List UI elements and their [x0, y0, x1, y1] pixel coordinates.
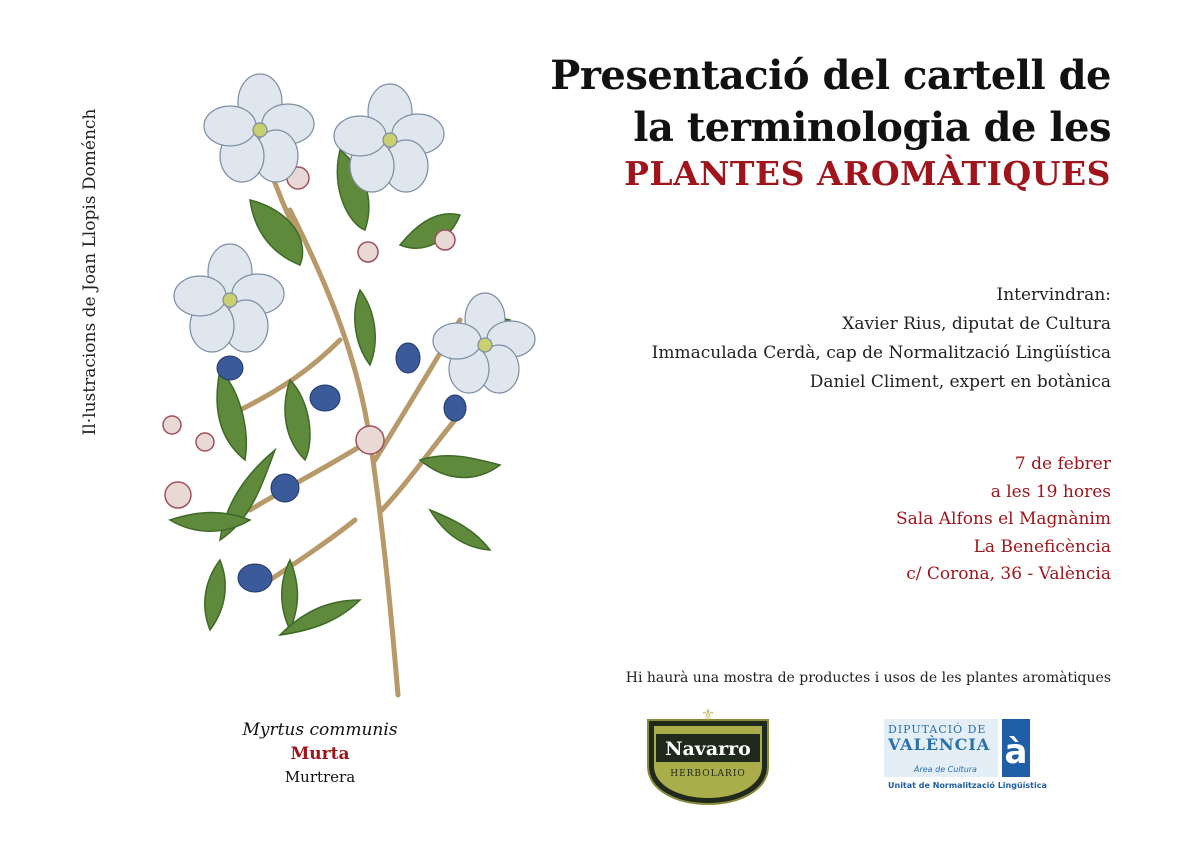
products-note: Hi haurà una mostra de productes i usos de les plantes aromàtiques: [625, 670, 1111, 686]
title-line-2: la terminologia de les: [633, 104, 1111, 151]
title-accent: PLANTES AROMÀTIQUES: [624, 154, 1111, 193]
leaves: [170, 150, 510, 635]
illustration-credit: Il·lustracions de Joan Llopis Doménch: [80, 108, 100, 436]
diputacio-name-line-2: VALÈNCIA: [888, 735, 991, 754]
berries: [217, 343, 466, 592]
diputacio-valencia-logo: [884, 719, 1047, 793]
poster-title: [550, 50, 1111, 194]
latin-name: Myrtus communis: [242, 720, 398, 740]
common-name: Murta: [290, 744, 350, 764]
svg-text:Navarro: Navarro: [665, 738, 751, 760]
navarro-herbolario-logo: [642, 706, 774, 806]
event-details: [896, 451, 1111, 589]
diputacio-a-icon: à: [1002, 719, 1030, 777]
flowers: [174, 74, 535, 393]
speaker-item: Daniel Climent, expert en botànica: [809, 372, 1111, 392]
alternate-name: Murtrera: [284, 768, 356, 786]
event-time: a les 19 hores: [990, 481, 1111, 502]
myrtle-illustration: [100, 40, 560, 710]
speakers-intro: Intervindran:: [996, 285, 1111, 305]
speaker-item: Xavier Rius, diputat de Cultura: [842, 314, 1111, 334]
speaker-item: Immaculada Cerdà, cap de Normalització Lingüística: [651, 343, 1111, 363]
species-caption: [210, 718, 430, 788]
navarro-fleur-icon: ⚜: [700, 706, 716, 724]
diputacio-unit: Unitat de Normalització Lingüística: [888, 781, 1047, 790]
event-date: 7 de febrer: [1014, 454, 1111, 474]
diputacio-area: Àrea de Cultura: [914, 765, 977, 774]
diputacio-name-line-1: DIPUTACIÓ DE: [888, 723, 987, 736]
title-line-1: Presentació del cartell de: [550, 52, 1111, 99]
event-room: Sala Alfons el Magnànim: [896, 509, 1111, 529]
event-address: c/ Corona, 36 - València: [906, 564, 1111, 584]
event-venue: La Beneficència: [973, 536, 1111, 557]
speakers-block: [652, 281, 1111, 397]
svg-text:HERBOLARIO: HERBOLARIO: [670, 769, 746, 779]
